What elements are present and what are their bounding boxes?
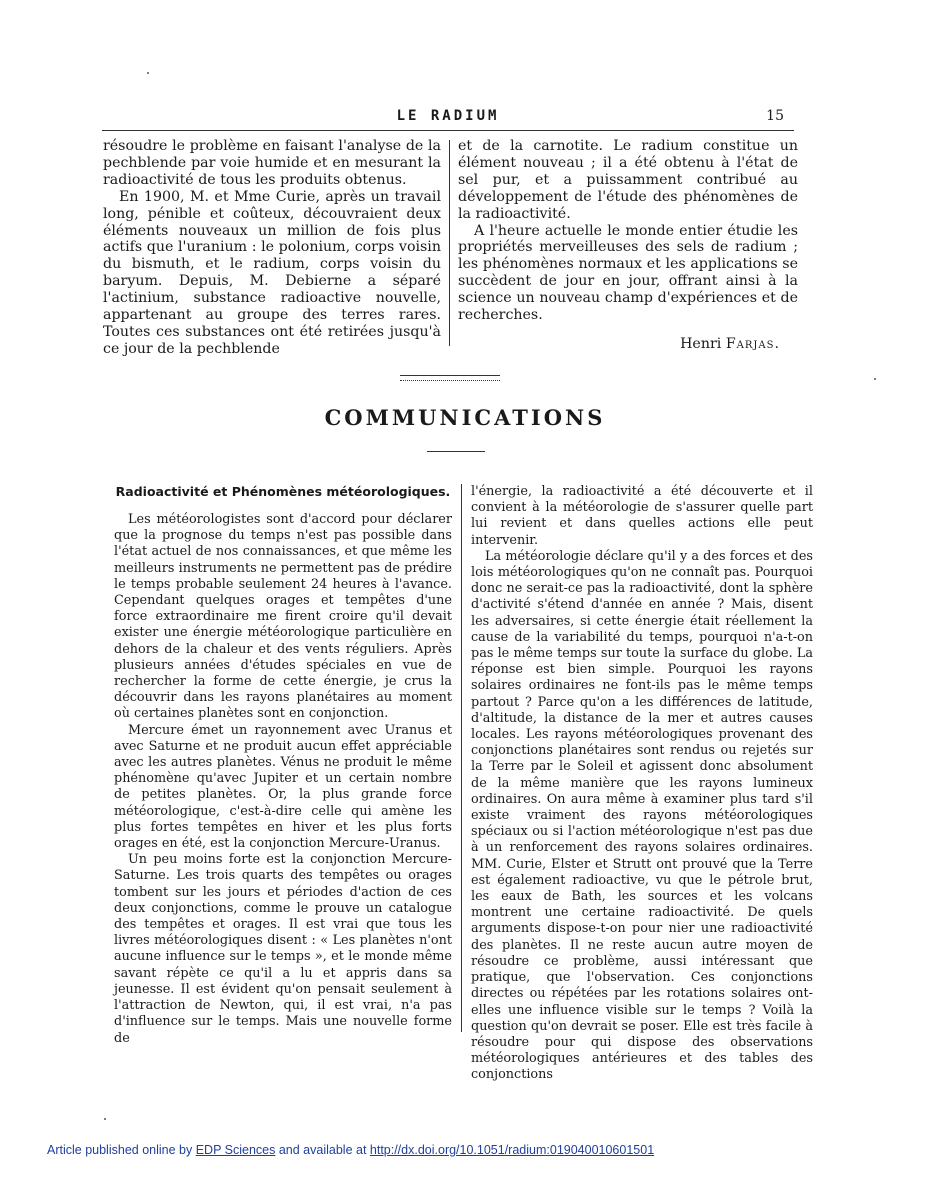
page-number: 15 <box>766 108 784 124</box>
header-rule <box>102 130 794 131</box>
footer-middle: and available at <box>275 1143 370 1157</box>
signature <box>600 336 780 352</box>
top-left-column <box>103 138 441 358</box>
signature-first-name: Henri <box>680 336 722 352</box>
paragraph: En 1900, M. et Mme Curie, après un travail long, pénible et coûteux, découvraient deux éléments nouveaux un million de fois plus actifs que l'uranium : le polonium, corps voisin du bismuth, et le radium, corps voisin du baryum. Depuis, M. Debierne a séparé l'actinium, substance radioactive nouvelle, appartenant au groupe des terres rares. Toutes ces substances ont été retirées jusqu'à ce jour de la pechblende <box>103 188 441 357</box>
speck <box>104 1118 106 1120</box>
paragraph: résoudre le problème en faisant l'analyse de la pechblende par voie humide et en mesurant la radioactivité de tous les produits obtenus. <box>103 138 441 188</box>
paragraph: A l'heure actuelle le monde entier étudie les propriétés merveilleuses des sels de radium ; les phénomènes normaux et les applications se succèdent de jour en jour, offrant ainsi à la science un nouveau champ d'expériences et de recherches. <box>458 222 798 324</box>
doi-link[interactable]: http://dx.doi.org/10.1051/radium:019040010601501 <box>369 1143 655 1157</box>
title-rule <box>427 451 485 452</box>
paragraph: l'énergie, la radioactivité a été découverte et il convient à la météorologie de s'assurer quelle part lui revient et dans quelles actions elle peut intervenir. <box>471 484 813 548</box>
article-title: Radioactivité et Phénomènes météorologiques. <box>115 484 451 499</box>
footer-notice <box>47 1143 654 1157</box>
section-title: COMMUNICATIONS <box>324 405 606 430</box>
column-divider <box>461 484 462 1032</box>
speck <box>874 378 876 380</box>
paragraph: La météorologie déclare qu'il y a des forces et des lois météorologiques qu'on ne connaît pas. Pourquoi donc ne serait-ce pas la radioactivité, dont la sphère d'activité s'étend d'année en année ? Mais, disent les adversaires, si cette énergie était réellement la cause de la variabilité du temps, pourquoi n'a-t-on pas le même temps sur toute la surface du globe. La réponse est bien simple. Pourquoi les rayons solaires ordinaires ne font-ils pas le même temps partout ? Parce qu'on a les différences de latitude, d'altitude, la distance de la mer et autres causes locales. Les rayons météorologiques provenant des conjonctions planétaires sont rendus ou rejetés sur la Terre par le Soleil et agissent donc absolument de la même manière que les rayons lumineux ordinaires. On aura même à examiner plus tard s'il existe vraiment des rayons météorologiques spéciaux ou si l'action météorologique n'est pas due à un renforcement des rayons solaires ordinaires. MM. Curie, Elster et Strutt ont prouvé que la Terre est également radioactive, vu que le pétrole brut, les eaux de Bath, les sources et les volcans montrent une certaine radioactivité. De quels arguments dispose-t-on pour nier une radioactivité des planètes. Il ne reste aucun autre moyen de résoudre ce problème, aussi intéressant que pratique, que l'observation. Ces conjonctions directes ou répétées par les rotations solaires ont-elles une influence visible sur le temps ? Voilà la question qu'on devrait se poser. Elle est très facile à résoudre pour qui dispose des observations météorologiques antérieures et des tables des conjonctions <box>471 548 813 1083</box>
paragraph: et de la carnotite. Le radium constitue un élément nouveau ; il a été obtenu à l'état de sel pur, et a puissamment contribué au développement de l'étude des phénomènes de la radioactivité. <box>458 138 798 222</box>
column-divider <box>449 140 450 346</box>
running-head <box>102 108 794 128</box>
speck <box>147 72 149 74</box>
paragraph: Mercure émet un rayonnement avec Uranus et avec Saturne et ne produit aucun effet appréciable avec les autres planètes. Vénus ne produit le même phénomène qu'avec Jupiter et un certain nombre de petites planètes. Or, la plus grande force météorologique, c'est-à-dire celle qui amène les plus fortes tempêtes en hiver et les plus forts orages en été, est la conjonction Mercure-Uranus. <box>114 722 452 852</box>
publisher-link[interactable]: EDP Sciences <box>195 1143 276 1157</box>
article-right-column <box>471 484 813 1084</box>
paragraph: Les météorologistes sont d'accord pour déclarer que la prognose du temps n'est pas possible dans l'état actuel de nos connaissances, et que même les meilleurs instruments ne permettent pas de prédire le temps probable seulement 24 heures à l'avance. Cependant quelques orages et tempêtes d'une force extraordinaire me firent croire qu'il devait exister une énergie météorologique particulière en dehors de la chaleur et des vents réguliers. Après plusieurs années d'études spéciales en vue de rechercher la forme de cette énergie, je crus la découvrir dans les rayons planétaires au moment où certaines planètes sont en conjonction. <box>114 512 452 722</box>
ornament-divider <box>400 375 500 381</box>
paragraph: Un peu moins forte est la conjonction Mercure-Saturne. Les trois quarts des tempêtes ou orages tombent sur les jours et périodes d'action de ces deux conjonctions, comme le prouve un catalogue des tempêtes et orages. Il est vrai que tous les livres météorologiques disent : « Les planètes n'ont aucune influence sur le temps », et le monde même savant répète ce qu'il a lu et appris dans sa jeunesse. Il est évident qu'on pensait seulement à l'attraction de Newton, qui, il est vrai, n'a pas d'influence sur le temps. Mais une nouvelle forme de <box>114 852 452 1046</box>
article-left-column <box>114 512 452 1047</box>
footer-prefix: Article published online by <box>47 1143 196 1157</box>
signature-last-name: Farjas. <box>725 336 780 352</box>
top-right-column <box>458 138 798 324</box>
running-title: LE RADIUM <box>396 108 500 124</box>
